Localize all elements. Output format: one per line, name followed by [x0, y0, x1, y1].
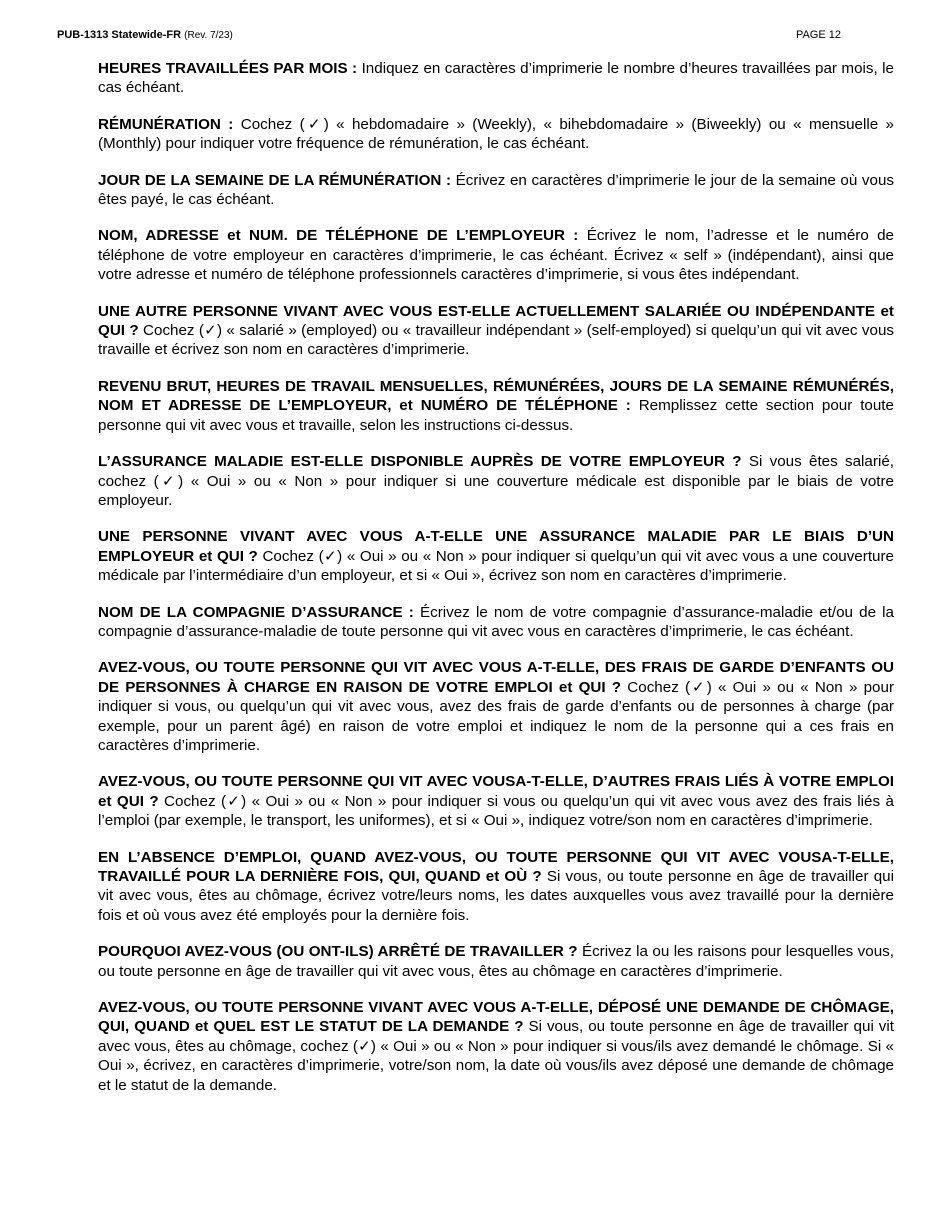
question-heading: EN L’ABSENCE D’EMPLOI, QUAND AVEZ-VOUS, OU TOUTE PERSONNE QUI VIT AVEC VOUSA-T-ELLE, TRAVAILLÉ POUR LA DERNIÈRE FOIS, QUI, QUAND et OÙ ? — [98, 848, 894, 885]
question-heading: AVEZ-VOUS, OU TOUTE PERSONNE QUI VIT AVEC VOUS A-T-ELLE, DES FRAIS DE GARDE D’ENFANTS OU DE PERSONNES À CHARGE EN RAISON DE VOTRE EMPLOI et QUI ? — [98, 659, 894, 696]
question-heading: UNE AUTRE PERSONNE VIVANT AVEC VOUS EST-ELLE ACTUELLEMENT SALARIÉE OU INDÉPENDANTE et QUI ? — [98, 302, 894, 340]
instruction-text: Cochez (✓) « salarié » (employed) ou « travailleur indépendant » (self-employed) si quelqu’un qui vit avec vous travaille et écrivez son nom en caractères d’imprimerie. — [98, 322, 894, 359]
instruction-text: Si vous, ou toute personne en âge de travailler qui vit avec vous, êtes au chômage, cochez (✓) « Oui » ou « Non » pour indiquer si vous/ils avez demandé le chômage. Si « Oui », écrivez, en caractères d’imprimerie, votre/son nom, la date où vous/ils avez déposé une demande de chômage et le statut de la demande. — [98, 1018, 894, 1094]
question-heading: JOUR DE LA SEMAINE DE LA RÉMUNÉRATION : — [98, 171, 452, 189]
instruction-text: Cochez (✓) « hebdomadaire » (Weekly), « bihebdomadaire » (Biweekly) ou « mensuelle » (Monthly) pour indiquer votre fréquence de rémunération, le cas échéant. — [98, 115, 894, 153]
instruction-text: Écrivez la ou les raisons pour lesquelles vous, ou toute personne en âge de travailler qui vit avec vous, êtes au chômage en caractères d’imprimerie. — [98, 943, 894, 980]
instruction-paragraph — [98, 226, 894, 284]
question-heading: AVEZ-VOUS, OU TOUTE PERSONNE VIVANT AVEC VOUS A-T-ELLE, DÉPOSÉ UNE DEMANDE DE CHÔMAGE, QUI, QUAND et QUEL EST LE STATUT DE LA DEMANDE ? — [98, 999, 894, 1036]
form-id: PUB-1313 Statewide-FR — [57, 29, 182, 41]
page-number: PAGE 12 — [795, 29, 841, 41]
instruction-paragraph — [98, 171, 894, 210]
question-heading: L’ASSURANCE MALADIE EST-ELLE DISPONIBLE AUPRÈS DE VOTRE EMPLOYEUR ? — [98, 453, 742, 471]
instruction-paragraph — [98, 603, 894, 642]
instruction-text: Cochez (✓) « Oui » ou « Non » pour indiquer si vous ou quelqu’un qui vit avec vous avez des frais liés à l’emploi (par exemple, le transport, les uniformes), et si « Oui », indiquez votre/son nom en caractères d’imprimerie. — [98, 792, 894, 830]
question-heading: NOM, ADRESSE et NUM. DE TÉLÉPHONE DE L’EMPLOYEUR : — [98, 227, 579, 245]
instruction-text: Écrivez le nom, l’adresse et le numéro de téléphone de votre employeur en caractères d’imprimerie, le cas échéant. Écrivez « self » (indépendant), ainsi que votre adresse et numéro de téléphone professionnels caractères d’imprimerie, si vous êtes indépendant. — [98, 227, 894, 284]
instruction-paragraph — [98, 942, 894, 981]
instruction-paragraph — [98, 59, 894, 98]
instruction-paragraph — [98, 658, 894, 755]
instruction-paragraph — [98, 998, 894, 1095]
instruction-text: Indiquez en caractères d’imprimerie le nombre d’heures travaillées par mois, le cas échéant. — [98, 60, 894, 97]
page-header — [57, 28, 893, 43]
question-heading: REVENU BRUT, HEURES DE TRAVAIL MENSUELLES, RÉMUNÉRÉES, JOURS DE LA SEMAINE RÉMUNÉRÉS, NOM ET ADRESSE DE L’EMPLOYEUR, et NUMÉRO DE TÉLÉPHONE : — [98, 377, 894, 415]
instruction-paragraph — [98, 527, 894, 585]
instruction-paragraph — [98, 452, 894, 510]
question-heading: AVEZ-VOUS, OU TOUTE PERSONNE QUI VIT AVEC VOUSA-T-ELLE, D’AUTRES FRAIS LIÉS À VOTRE EMPLOI et QUI ? — [98, 773, 894, 810]
instruction-text: Remplissez cette section pour toute personne qui vit avec vous et travaille, selon les instructions ci-dessus. — [98, 397, 894, 434]
question-heading: UNE PERSONNE VIVANT AVEC VOUS A-T-ELLE UNE ASSURANCE MALADIE PAR LE BIAIS D’UN EMPLOYEUR et QUI ? — [98, 528, 894, 565]
form-revision: (Rev. 7/23) — [184, 30, 233, 41]
instruction-text: Cochez (✓) « Oui » ou « Non » pour indiquer si vous, ou quelqu’un qui vit avec vous, avez des frais de garde d’enfants ou de personnes à charge (par exemple, pour un parent âgé) en raison de votre emploi et indiquez le nom de la personne qui a ces frais en caractères d’imprimerie. — [98, 678, 895, 754]
instruction-text: Si vous, ou toute personne en âge de travailler qui vit avec vous, êtes au chômage, écrivez votre/leurs noms, les dates auxquelles vous avez travaillé pour la dernière fois et où vous avez été employés pour la dernière fois. — [98, 868, 894, 924]
instruction-paragraph — [98, 772, 894, 830]
instruction-paragraph — [98, 377, 894, 435]
instruction-text: Si vous êtes salarié, cochez (✓) « Oui » ou « Non » pour indiquer si une couverture médicale est disponible par le biais de votre employeur. — [98, 453, 894, 509]
question-heading: HEURES TRAVAILLÉES PAR MOIS : — [98, 60, 358, 77]
instruction-paragraph — [98, 302, 894, 360]
question-heading: POURQUOI AVEZ-VOUS (OU ONT-ILS) ARRÊTÉ DE TRAVAILLER ? — [98, 943, 578, 961]
instruction-paragraph — [98, 848, 894, 926]
instruction-text: Cochez (✓) « Oui » ou « Non » pour indiquer si quelqu’un qui vit avec vous a une couverture médicale par l’intermédiaire d’un employeur, et si « Oui », écrivez son nom en caractères d’imprimerie. — [98, 547, 894, 585]
question-heading: RÉMUNÉRATION : — [98, 115, 234, 133]
question-heading: NOM DE LA COMPAGNIE D’ASSURANCE : — [98, 603, 414, 621]
instructions-body — [98, 59, 894, 1112]
instruction-text: Écrivez en caractères d’imprimerie le jour de la semaine où vous êtes payé, le cas échéant. — [98, 171, 894, 209]
instruction-paragraph — [98, 115, 894, 154]
instruction-text: Écrivez le nom de votre compagnie d’assurance-maladie et/ou de la compagnie d’assurance-maladie de toute personne qui vit avec vous en caractères d’imprimerie, le cas échéant. — [98, 603, 894, 640]
